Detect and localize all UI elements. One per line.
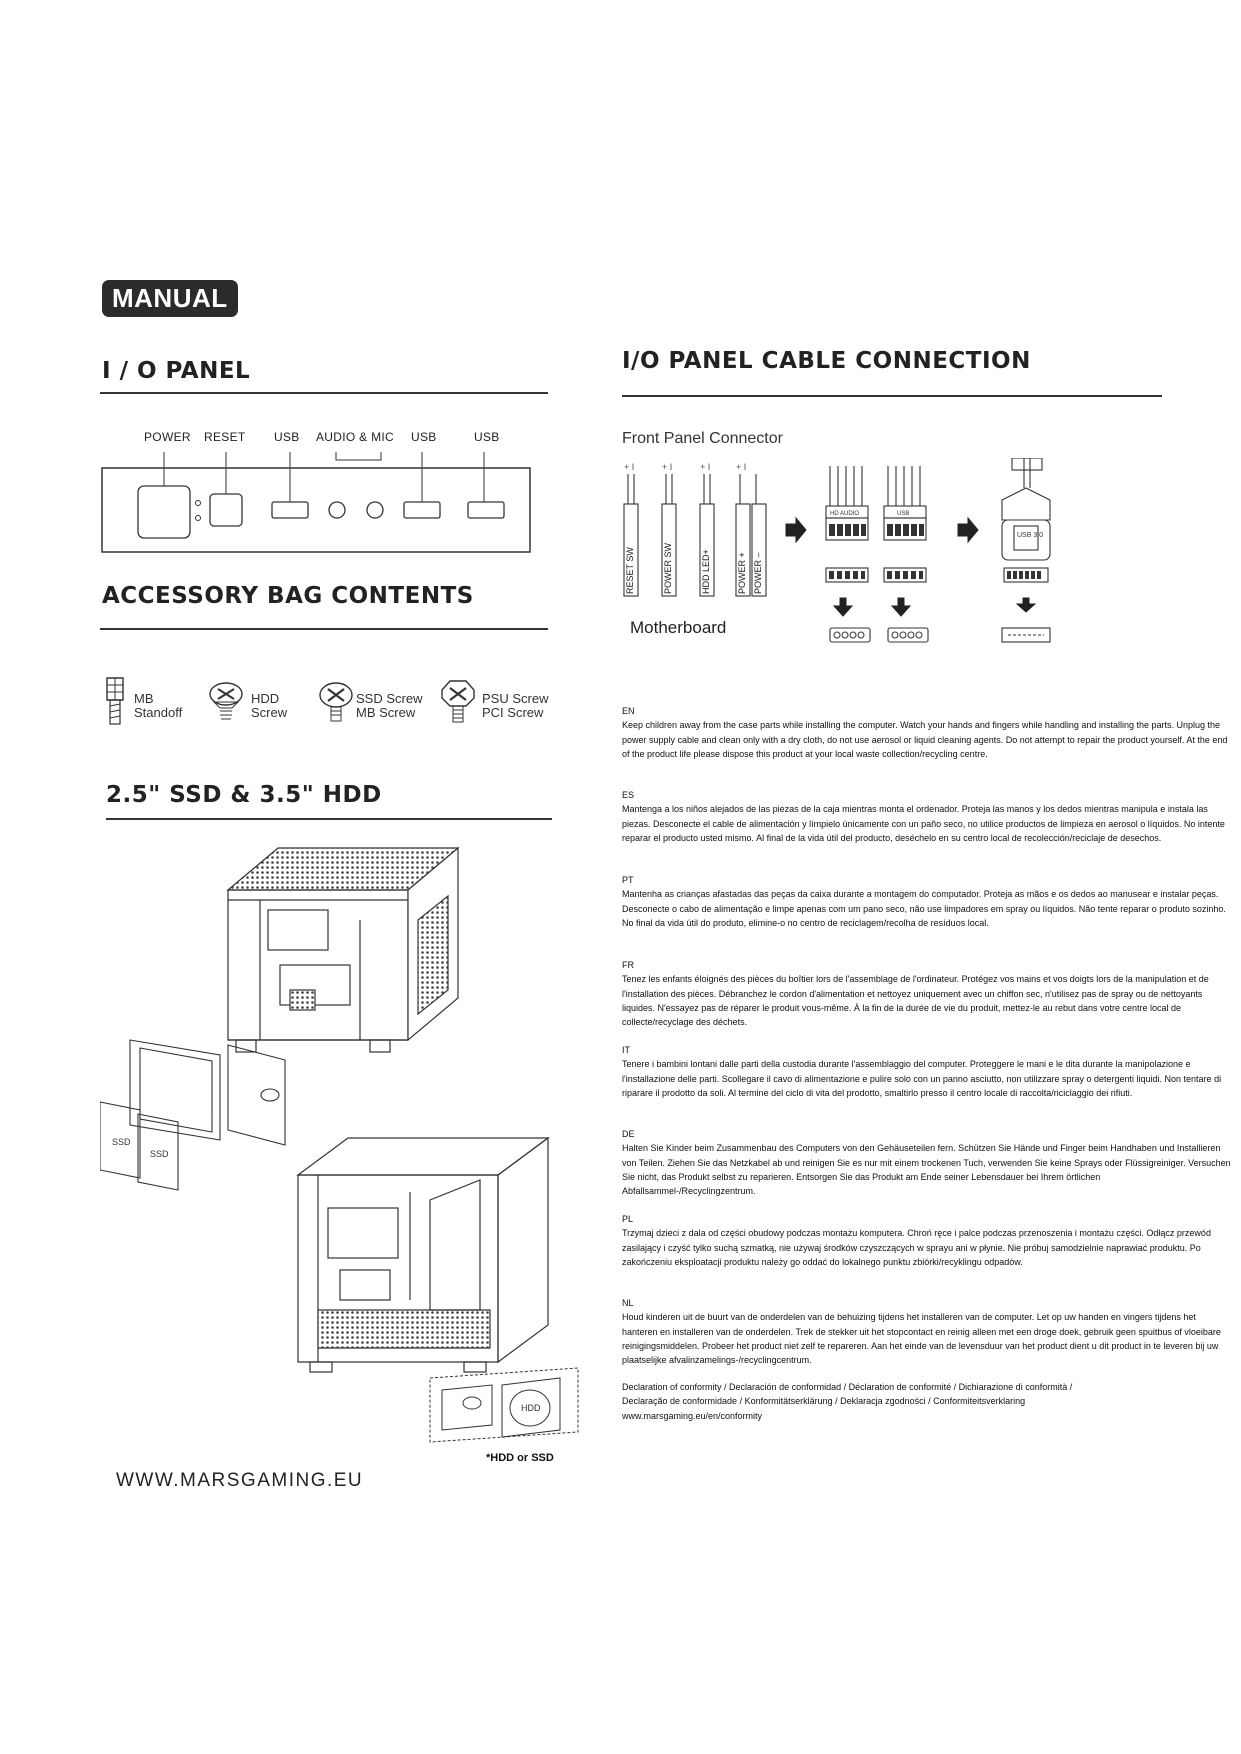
safety-es: ES Mantenga a los niños alejados de las piezas de la caja mientras monta el ordenador. Proteja las manos y los dedos mientras manipula e instala las piezas. Desconecte el cable de alimentación y límpielo únicamente con un paño seco, no utilice productos de limpieza en aerosol o líquidos. No intente reparar el producto usted mismo. Al final de la vida útil del producto, deséchelo en su centro local de recolección/reciclaje de desechos. bbox=[622, 790, 1225, 843]
io-label-audio-mic: AUDIO & MIC bbox=[316, 430, 394, 444]
safety-en: EN Keep children away from the case parts while installing the computer. Watch your hands and fingers while handling and installing the parts. Unplug the power supply cable and clean only with a dry cloth, do not use aerosol or liquid cleaning agents. Do not attempt to repair the product yourself. At the end of the product life please dispose this product at your local waste collection/recycling centre. bbox=[622, 706, 1228, 759]
arrow-down-icon bbox=[1017, 598, 1035, 612]
accessory-label-ssd-screw: SSD Screw MB Screw bbox=[356, 691, 423, 720]
svg-text:SSD: SSD bbox=[150, 1149, 169, 1159]
usb-port bbox=[404, 502, 440, 518]
audio-jack bbox=[329, 502, 345, 518]
led-dot bbox=[196, 501, 201, 506]
svg-text:SSD: SSD bbox=[112, 1137, 131, 1147]
safety-de: DE Halten Sie Kinder beim Zusammenbau des Computers von den Gehäuseteilen fern. Schützen Sie Hände und Finger beim Handhaben und Installieren von Teilen. Ziehen Sie das Netzkabel ab und reinigen Sie es nur mit einem trockenen Tuch, verwenden Sie keine Sprays oder Flüssigreiniger. Versuchen Sie nicht, das Produkt selbst zu reparieren. Entsorgen Sie das Produkt am Ende seiner Lebensdauer bei Ihrem örtlichen Abfallsammel-/Recyclingzentrum. bbox=[622, 1129, 1231, 1197]
safety-pt: PT Mantenha as crianças afastadas das peças da caixa durante a montagem do computador. Proteja as mãos e os dedos ao manusear e instalar peças. Desconecte o cabo de alimentação e limpe apenas com um pano seco, não use limpadores em spray ou líquidos. Não tente reparar o produto sozinho. No final da vida útil do produto, elimine-o no centro de reciclagem/recolha de resíduos local. bbox=[622, 875, 1226, 928]
usb-port bbox=[468, 502, 504, 518]
motherboard-label: Motherboard bbox=[630, 618, 727, 637]
pin-label-reset-sw bbox=[625, 580, 639, 594]
io-panel-title: I / O PANEL bbox=[102, 358, 251, 384]
polarity-mark: + I bbox=[700, 462, 711, 472]
manual-badge: MANUAL bbox=[102, 280, 238, 317]
led-dot bbox=[196, 516, 201, 521]
safety-nl: NL Houd kinderen uit de buurt van de onderdelen van de behuizing tijdens het installeren van de computer. Let op uw handen en vingers tijdens het hanteren en installeren van de onderdelen. Trek de stekker uit het stopcontact en reinig alleen met een droge doek, gebruik geen spuitbus of vloeibare reinigingsmiddelen. Probeer het product niet zelf te repareren. Aan het einde van de levensduur van het product dient u dit product in te leveren bij uw plaatselijke afvalinzamelings-/recyclingcentrum. bbox=[622, 1298, 1221, 1366]
pin-label-power-sw bbox=[663, 580, 677, 594]
arrow-right-icon bbox=[786, 518, 806, 542]
ssd-screw-icon bbox=[318, 680, 354, 724]
case-upper bbox=[228, 848, 458, 1052]
power-button bbox=[138, 486, 190, 538]
website-url[interactable]: WWW.MARSGAMING.EU bbox=[116, 1470, 364, 1491]
mb-standoff-icon bbox=[104, 676, 126, 728]
io-label-usb-2: USB bbox=[411, 430, 437, 444]
io-panel-rule bbox=[100, 392, 548, 394]
ssd-drive bbox=[100, 1102, 178, 1190]
safety-fr: FR Tenez les enfants éloignés des pièces du boîtier lors de l'assemblage de l'ordinateur. Protégez vos mains et vos doigts lors de la manipulation et de l'installation des pièces. Débranchez le cordon d'alimentation et nettoyez uniquement avec un chiffon sec, n'utilisez pas de spray ou de nettoyants liquides. N'essayez pas de réparer le produit vous-même. À la fin de la durée de vie du produit, mettez-le au rebut dans votre centre local de collecte/recyclage des déchets. bbox=[622, 960, 1209, 1028]
accessory-label-standoff: MB Standoff bbox=[134, 691, 183, 720]
storage-rule bbox=[106, 818, 552, 820]
front-panel-connector-label: Front Panel Connector bbox=[622, 430, 783, 447]
pin-label-power-minus bbox=[753, 580, 767, 594]
accessory-rule bbox=[100, 628, 548, 630]
safety-pl: PL Trzymaj dzieci z dala od części obudowy podczas montażu komputera. Chroń ręce i palce podczas przenoszenia i montażu części. Odłącz przewód zasilający i czyść tylko suchą szmatką, nie używaj środków czyszczących w sprayu ani w płynie. Nie próbuj samodzielnie naprawiać produktu. Po zakończeniu eksploatacji produktu należy go oddać do lokalnego punktu zbiórki/recyklingu odpadów. bbox=[622, 1214, 1211, 1267]
pin-label-hdd-led bbox=[701, 580, 715, 594]
reset-button bbox=[210, 494, 242, 526]
accessory-title: ACCESSORY BAG CONTENTS bbox=[102, 583, 474, 609]
io-label-reset: RESET bbox=[204, 430, 246, 444]
case-lower bbox=[298, 1138, 548, 1372]
hdd-screw-icon bbox=[208, 680, 244, 724]
io-panel-diagram bbox=[100, 446, 540, 556]
cable-connection-title: I/O PANEL CABLE CONNECTION bbox=[622, 348, 1031, 374]
drive-callout bbox=[430, 1368, 578, 1442]
io-label-power: POWER bbox=[144, 430, 191, 444]
arrow-right-icon bbox=[958, 518, 978, 542]
arrow-down-icon bbox=[892, 598, 910, 616]
side-panels bbox=[130, 1040, 285, 1145]
safety-it: IT Tenere i bambini lontani dalle parti della custodia durante l'assemblaggio del computer. Proteggere le mani e le dita durante la manipolazione e l'installazione delle parti. Scollegare il cavo di alimentazione e pulire solo con un panno asciutto, non utilizzare spray o detergenti liquidi. Non tentare di riparare il prodotto da soli. Al termine del ciclo di vita del prodotto, smaltirlo presso il centro locale di raccolta/riciclaggio dei rifiuti. bbox=[622, 1045, 1222, 1098]
pin-label-power-plus bbox=[737, 580, 751, 594]
cable-rule bbox=[622, 395, 1162, 397]
mic-jack bbox=[367, 502, 383, 518]
hdd-or-ssd-note: *HDD or SSD bbox=[486, 1452, 554, 1464]
pin-cables bbox=[622, 462, 772, 598]
case-storage-illustration bbox=[100, 840, 600, 1450]
polarity-mark: + I bbox=[736, 462, 747, 472]
io-label-usb-1: USB bbox=[274, 430, 300, 444]
psu-screw-icon bbox=[438, 678, 478, 726]
svg-text:HD AUDIO: HD AUDIO bbox=[830, 511, 860, 517]
svg-text:USB 3.0: USB 3.0 bbox=[1017, 532, 1044, 539]
polarity-mark: + I bbox=[662, 462, 673, 472]
polarity-mark: + I bbox=[624, 462, 635, 472]
usb-port bbox=[272, 502, 308, 518]
conformity-line-2: Declaração de conformidade / Konformitätserklärung / Deklaracja zgodności / Conformiteitsverklaring bbox=[622, 1396, 1026, 1407]
svg-text:HDD: HDD bbox=[521, 1403, 541, 1413]
accessory-label-hdd-screw: HDD Screw bbox=[251, 691, 288, 720]
arrow-down-icon bbox=[834, 598, 852, 616]
io-label-usb-3: USB bbox=[474, 430, 500, 444]
conformity-url[interactable]: www.marsgaming.eu/en/conformity bbox=[622, 1410, 763, 1421]
storage-title: 2.5" SSD & 3.5" HDD bbox=[106, 782, 382, 808]
connector-diagram bbox=[776, 458, 1076, 648]
svg-text:USB: USB bbox=[897, 511, 910, 517]
conformity-block bbox=[622, 1380, 1232, 1423]
accessory-label-psu-screw: PSU Screw PCI Screw bbox=[482, 691, 549, 720]
conformity-line-1: Declaration of conformity / Declaración de conformidad / Déclaration de conformité / Dichiarazione di conformità / bbox=[622, 1382, 1073, 1392]
